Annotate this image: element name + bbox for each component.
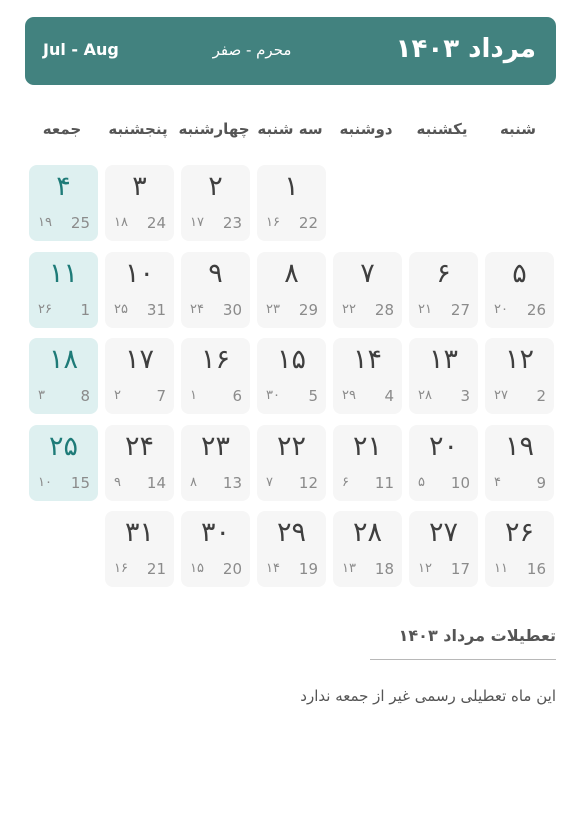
gregorian-day: 27 [450, 301, 470, 319]
day-number: ۲۹ [276, 517, 306, 548]
gregorian-day: 10 [450, 474, 470, 492]
day-cell[interactable] [181, 511, 250, 587]
gregorian-day: 17 [450, 560, 470, 578]
day-cell[interactable] [485, 338, 554, 414]
weekday-fri: جمعه [42, 120, 82, 138]
day-number: ۲۶ [504, 517, 534, 548]
hijri-day: ۲۷ [494, 388, 508, 403]
day-cell[interactable] [105, 425, 174, 501]
hijri-day: ۱۲ [418, 561, 432, 576]
hijri-day: ۱۷ [190, 215, 204, 230]
day-cell[interactable] [485, 511, 554, 587]
day-cell[interactable] [29, 252, 98, 328]
hijri-day: ۱۳ [342, 561, 356, 576]
day-number: ۸ [284, 258, 299, 289]
hijri-day: ۱۸ [114, 215, 128, 230]
gregorian-day: 2 [536, 387, 546, 405]
holidays-title: تعطیلات مرداد ۱۴۰۳ [398, 626, 556, 645]
divider [370, 659, 556, 660]
month-title: مرداد ۱۴۰۳ [395, 34, 536, 64]
hijri-day: ۷ [266, 475, 273, 490]
day-number: ۹ [208, 258, 223, 289]
hijri-day: ۲۸ [418, 388, 432, 403]
hijri-day: ۱۹ [38, 215, 52, 230]
day-cell[interactable] [257, 165, 326, 241]
day-number: ۱۵ [276, 344, 306, 375]
day-number: ۲۲ [276, 431, 306, 462]
day-cell[interactable] [257, 252, 326, 328]
gregorian-day: 12 [298, 474, 318, 492]
gregorian-range: Jul - Aug [43, 40, 119, 59]
day-cell[interactable] [485, 425, 554, 501]
day-cell[interactable] [181, 338, 250, 414]
weekday-tue: سه شنبه [257, 120, 323, 138]
hijri-day: ۱۴ [266, 561, 280, 576]
day-cell[interactable] [181, 252, 250, 328]
day-cell[interactable] [181, 165, 250, 241]
hijri-day: ۱۰ [38, 475, 52, 490]
hijri-day: ۱۵ [190, 561, 204, 576]
hijri-day: ۱ [190, 388, 197, 403]
hijri-day: ۶ [342, 475, 349, 490]
day-number: ۲۱ [352, 431, 382, 462]
gregorian-day: 25 [70, 214, 90, 232]
gregorian-day: 28 [374, 301, 394, 319]
hijri-day: ۲۱ [418, 302, 432, 317]
gregorian-day: 4 [384, 387, 394, 405]
gregorian-day: 11 [374, 474, 394, 492]
day-number: ۱۷ [124, 344, 154, 375]
gregorian-day: 14 [146, 474, 166, 492]
day-number: ۱۹ [504, 431, 534, 462]
gregorian-day: 21 [146, 560, 166, 578]
gregorian-day: 20 [222, 560, 242, 578]
day-number: ۲۳ [200, 431, 230, 462]
gregorian-day: 18 [374, 560, 394, 578]
day-number: ۲۴ [124, 431, 154, 462]
day-number: ۱۶ [200, 344, 230, 375]
day-cell[interactable] [29, 425, 98, 501]
day-number: ۱۸ [48, 344, 78, 375]
day-number: ۶ [436, 258, 451, 289]
day-cell[interactable] [29, 165, 98, 241]
gregorian-day: 3 [460, 387, 470, 405]
day-number: ۱ [284, 171, 299, 202]
day-number: ۷ [360, 258, 375, 289]
gregorian-day: 6 [232, 387, 242, 405]
hijri-day: ۲۶ [38, 302, 52, 317]
hijri-day: ۱۶ [114, 561, 128, 576]
day-number: ۳ [132, 171, 147, 202]
hijri-day: ۲۰ [494, 302, 508, 317]
weekday-sun: یکشنبه [416, 120, 468, 138]
day-number: ۲۵ [48, 431, 78, 462]
day-cell[interactable] [257, 511, 326, 587]
day-cell[interactable] [105, 338, 174, 414]
weekday-mon: دوشنبه [339, 120, 393, 138]
gregorian-day: 13 [222, 474, 242, 492]
hijri-day: ۱۱ [494, 561, 508, 576]
gregorian-day: 29 [298, 301, 318, 319]
hijri-day: ۲۵ [114, 302, 128, 317]
day-cell[interactable] [257, 425, 326, 501]
weekday-thu: پنجشنبه [108, 120, 168, 138]
hijri-day: ۲۴ [190, 302, 204, 317]
gregorian-day: 24 [146, 214, 166, 232]
day-cell[interactable] [333, 425, 402, 501]
day-cell[interactable] [333, 511, 402, 587]
day-cell[interactable] [257, 338, 326, 414]
hijri-day: ۳ [38, 388, 45, 403]
gregorian-day: 7 [156, 387, 166, 405]
hijri-day: ۱۶ [266, 215, 280, 230]
day-number: ۳۰ [200, 517, 230, 548]
gregorian-day: 9 [536, 474, 546, 492]
hijri-day: ۲۲ [342, 302, 356, 317]
day-number: ۵ [512, 258, 527, 289]
day-cell[interactable] [333, 252, 402, 328]
weekday-sat: شنبه [499, 120, 537, 138]
hijri-day: ۴ [494, 475, 501, 490]
day-cell[interactable] [29, 338, 98, 414]
day-number: ۲۷ [428, 517, 458, 548]
hijri-day: ۲۹ [342, 388, 356, 403]
day-number: ۱۱ [48, 258, 78, 289]
gregorian-day: 30 [222, 301, 242, 319]
day-number: ۱۳ [428, 344, 458, 375]
day-cell[interactable] [409, 338, 478, 414]
gregorian-day: 1 [80, 301, 90, 319]
hijri-day: ۲ [114, 388, 121, 403]
day-cell[interactable] [105, 165, 174, 241]
hijri-day: ۹ [114, 475, 121, 490]
day-number: ۱۴ [352, 344, 382, 375]
day-cell[interactable] [333, 338, 402, 414]
day-number: ۴ [56, 171, 71, 202]
holidays-text: این ماه تعطیلی رسمی غیر از جمعه ندارد [300, 687, 556, 705]
gregorian-day: 31 [146, 301, 166, 319]
hijri-day: ۲۳ [266, 302, 280, 317]
day-cell[interactable] [105, 252, 174, 328]
gregorian-day: 23 [222, 214, 242, 232]
day-cell[interactable] [409, 425, 478, 501]
day-cell[interactable] [105, 511, 174, 587]
gregorian-day: 19 [298, 560, 318, 578]
gregorian-day: 5 [308, 387, 318, 405]
day-cell[interactable] [409, 252, 478, 328]
day-number: ۳۱ [124, 517, 154, 548]
day-cell[interactable] [409, 511, 478, 587]
day-number: ۲ [208, 171, 223, 202]
hijri-day: ۳۰ [266, 388, 280, 403]
hijri-day: ۵ [418, 475, 425, 490]
weekday-wed: چهارشنبه [178, 120, 250, 138]
hijri-range: محرم - صفر [212, 41, 292, 59]
gregorian-day: 15 [70, 474, 90, 492]
gregorian-day: 16 [526, 560, 546, 578]
day-number: ۲۰ [428, 431, 458, 462]
day-cell[interactable] [485, 252, 554, 328]
day-number: ۲۸ [352, 517, 382, 548]
month-header [25, 17, 556, 85]
day-number: ۱۰ [124, 258, 154, 289]
day-cell[interactable] [181, 425, 250, 501]
hijri-day: ۸ [190, 475, 197, 490]
gregorian-day: 26 [526, 301, 546, 319]
gregorian-day: 8 [80, 387, 90, 405]
day-number: ۱۲ [504, 344, 534, 375]
gregorian-day: 22 [298, 214, 318, 232]
